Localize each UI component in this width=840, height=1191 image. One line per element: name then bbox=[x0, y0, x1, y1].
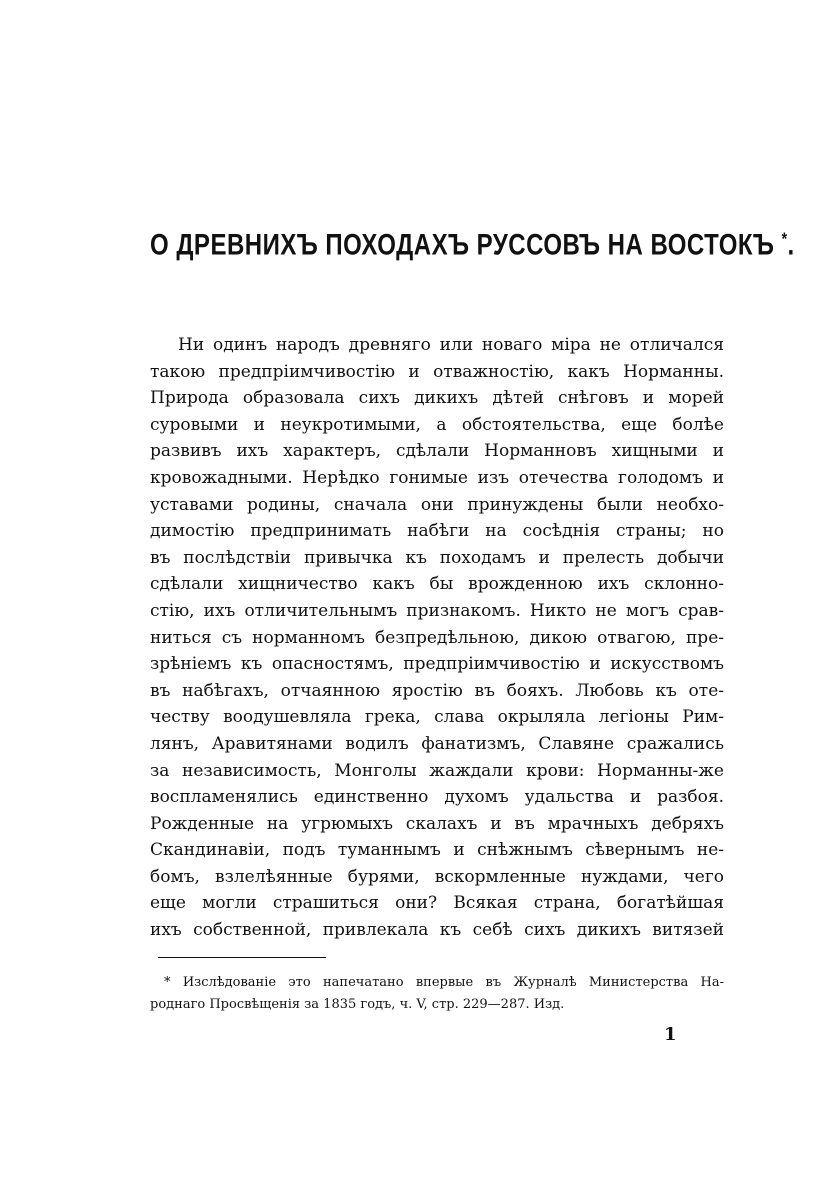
body-line: ихъ собственной, привлекала къ себѣ сихъ дикихъ витязей bbox=[150, 920, 724, 941]
body-line: сдѣлали хищничество какъ бы врожденною ихъ склонно- bbox=[150, 574, 724, 595]
body-line: суровыми и неукротимыми, а обстоятельства, еще болѣе bbox=[150, 414, 724, 435]
body-line: ниться съ норманномъ безпредѣльною, дикою отвагою, пре- bbox=[150, 627, 724, 648]
footnote-line: * Изслѣдованіе это напечатано впервые въ Журналѣ Министерства На- bbox=[164, 975, 724, 990]
body-line: воспламенялись единственно духомъ удальства и разбоя. bbox=[150, 787, 724, 808]
body-line: Рожденные на угрюмыхъ скалахъ и въ мрачныхъ дебряхъ bbox=[150, 813, 724, 834]
body-line: такою предпріимчивостію и отважностію, какъ Норманны. bbox=[150, 361, 724, 382]
footnote-separator bbox=[158, 957, 326, 958]
body-text bbox=[150, 332, 724, 944]
body-line: Ни одинъ народъ древняго или новаго міра не отличался bbox=[178, 335, 724, 355]
body-line: кровожадными. Нерѣдко гонимые изъ отечества голодомъ и bbox=[150, 467, 724, 488]
body-line: уставами родины, сначала они принуждены были необхо- bbox=[150, 494, 724, 515]
body-line: въ набѣгахъ, отчаянною яростію въ бояхъ. Любовь къ оте- bbox=[150, 680, 724, 701]
body-line: Природа образовала сихъ дикихъ дѣтей снѣговъ и морей bbox=[150, 388, 724, 409]
body-line: стію, ихъ отличительнымъ признакомъ. Никто не могъ срав- bbox=[150, 600, 724, 621]
body-line: димостію предпринимать набѣги на сосѣднія страны; но bbox=[150, 521, 724, 542]
title-footnote-marker: * bbox=[781, 228, 788, 248]
body-line: честву воодушевляла грека, слава окрыляла легіоны Рим- bbox=[150, 707, 724, 728]
body-line: зрѣніемъ къ опасностямъ, предпріимчивостію и искусствомъ bbox=[150, 654, 724, 675]
page-number: 1 bbox=[664, 1024, 677, 1045]
body-line: Скандинавіи, подъ туманнымъ и снѣжнымъ сѣвернымъ не- bbox=[150, 840, 724, 861]
body-line: развивъ ихъ характеръ, сдѣлали Норманновъ хищными и bbox=[150, 441, 724, 462]
footnote bbox=[150, 972, 724, 1016]
body-line: еще могли страшиться они? Всякая страна, богатѣйшая bbox=[150, 893, 724, 914]
body-line: за независимость, Монголы жаждали крови: Норманны-же bbox=[150, 760, 724, 781]
title-text: О ДРЕВНИХЪ ПОХОДАХЪ РУССОВЪ НА ВОСТОКЪ bbox=[150, 228, 775, 262]
body-line: лянъ, Аравитянами водилъ фанатизмъ, Славяне сражались bbox=[150, 733, 724, 754]
footnote-line: роднаго Просвѣщенія за 1835 годъ, ч. V, стр. 229—287. Изд. bbox=[150, 997, 565, 1012]
body-line: бомъ, взлелѣянные бурями, вскормленные нуждами, чего bbox=[150, 866, 724, 887]
body-line: въ послѣдствіи привычка къ походамъ и прелесть добычи bbox=[150, 547, 724, 568]
page-title: О ДРЕВНИХЪ ПОХОДАХЪ РУССОВЪ НА ВОСТОКЪ *. bbox=[150, 228, 795, 262]
